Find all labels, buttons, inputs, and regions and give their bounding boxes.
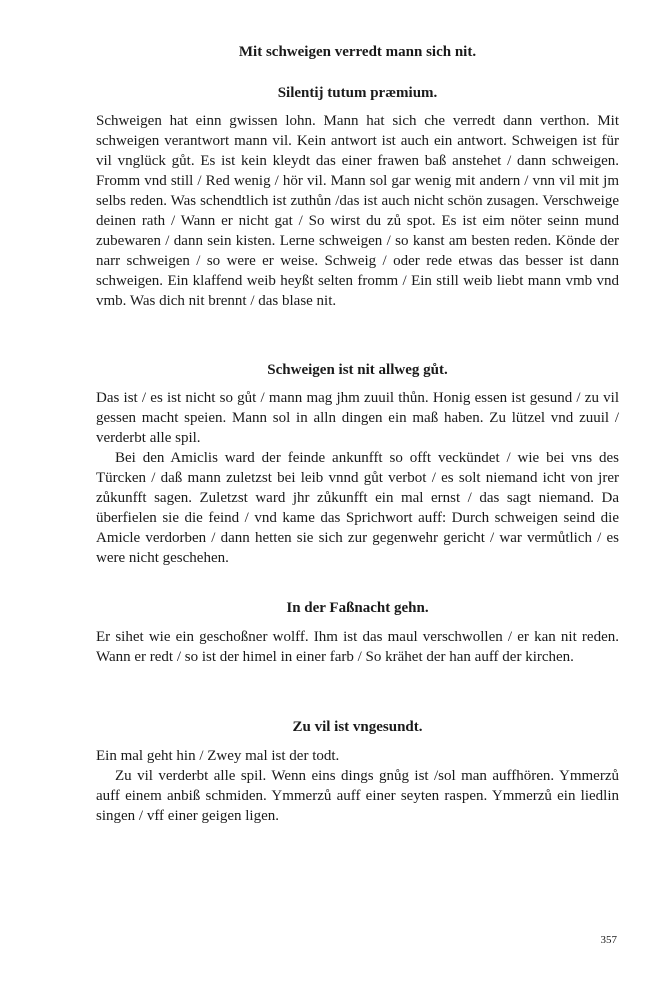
paragraph: Er sihet wie ein geschoßner wolff. Ihm ist das maul verschwollen / er kan nit reden. Wann er redt / so ist der himel in einer farb / So krähet der han auff der kirchen. — [96, 629, 619, 665]
section-title: Zu vil ist vngesundt. — [292, 719, 423, 735]
paragraph: Zu vil verderbt alle spil. Wenn eins dings gnůg ist /sol man auffhören. Ymmerzů auff einem anbiß schmiden. Ymmerzů auff einer seyten raspen. Ymmerzů ein liedlin singen / vff einer geigen ligen. — [96, 768, 619, 824]
paragraph: Schweigen hat einn gwissen lohn. Mann hat sich che verredt dann verthon. Mit schweigen verantwort mann vil. Kein antwort ist auch ein antwort. Schweigen ist für vil vnglück gůt. Es ist kein kleydt das einer frawen baß anstehet / dann schweigen. Fromm vnd still / Red wenig / hör vil. Mann sol gar wenig mit andern / vnn vil mit jm selbs reden. Was schendtlich ist zuthůn /das ist auch nicht schön zusagen. Verschweige deinen rath / Wann er nicht gat / So wirst du zů spot. Es ist eim nöter seinn mund zubewaren / dann sein kisten. Lerne schweigen / so kanst am besten reden. Könde der narr schweigen / so were er weise. Schweig / oder rede etwas das besser ist dann schweigen. Ein klaffend weib heyßt selten fromm / Ein still weib liebt mann vmb vnd vmb. Was dich nit brennt / das blase nit. — [96, 113, 619, 309]
paragraph: Das ist / es ist nicht so gůt / mann mag jhm zuuil thůn. Honig essen ist gesund / zu vil gessen macht speien. Mann sol in alln dingen ein maß haben. Zu lützel vnd zuuil / verderbt alle spil. — [96, 390, 619, 446]
section-subtitle: Silentij tutum præmium. — [277, 85, 438, 101]
section-title: Schweigen ist nit allweg gůt. — [267, 362, 448, 378]
paragraph: Ein mal geht hin / Zwey mal ist der todt. — [96, 748, 340, 764]
page-number: 357 — [600, 934, 617, 946]
section-title: In der Faßnacht gehn. — [286, 600, 429, 616]
section-title: Mit schweigen verredt mann sich nit. — [238, 44, 477, 60]
paragraph: Bei den Amiclis ward der feinde ankunfft so offt veckündet / wie bei vns des Türcken / daß mann zuletzst bei leib vnnd gůt verbot / es solt niemand icht von jrer zůkunfft sagen. Zuletzst ward jhr zůkunfft ein mal ernst / das sagt niemand. Da überfielen sie die feind / vnd kame das Sprichwort auff: Durch schweigen seind die Amicle verdorben / dann hetten sie sich zur gegenwehr gericht / war vermůtlich / es were nicht geschehen. — [96, 450, 619, 566]
